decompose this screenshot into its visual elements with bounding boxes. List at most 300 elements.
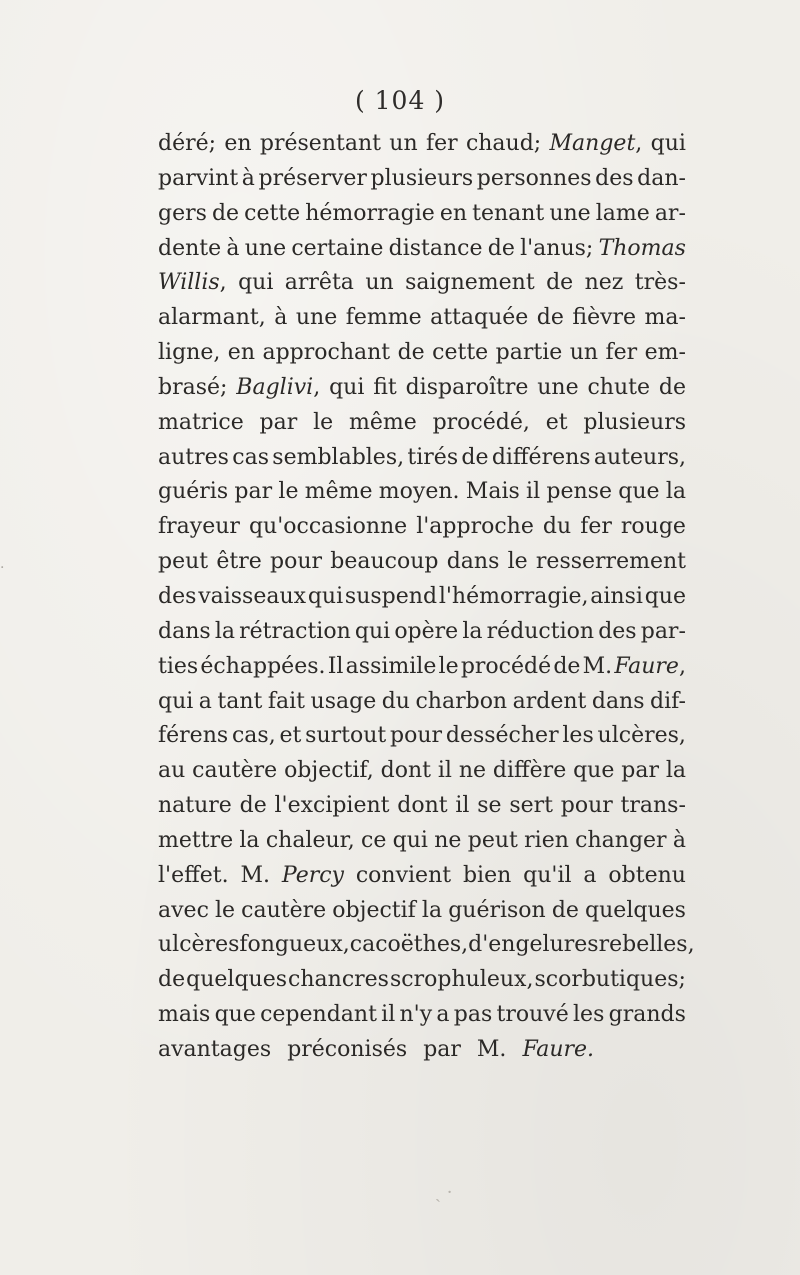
word-text: dente [158,235,222,261]
word [330,545,438,580]
word [659,371,686,406]
word-text: M. [582,653,613,679]
word [371,162,474,197]
word [497,998,569,1033]
body-text [158,127,695,1068]
word-text: déré [158,131,209,156]
word [199,685,212,720]
word [570,336,598,371]
word [590,580,643,615]
word [260,998,377,1033]
word [232,441,269,476]
word-text: a [198,688,212,714]
word [239,928,349,963]
word-text: des [595,165,634,191]
text-line [158,301,686,336]
word-text: à [241,165,255,191]
word [575,824,666,859]
word-text: objectif, [284,758,374,784]
word [599,928,695,963]
word [216,545,261,580]
word-text: qui [307,583,344,609]
text-line [158,615,686,650]
text-line [158,998,686,1033]
word-text: rien [524,827,569,853]
word [550,127,643,162]
word-text: Willis [158,270,220,296]
word [158,266,227,301]
word [158,162,238,197]
word-text: nature [158,793,232,819]
word [329,371,364,406]
word [158,441,229,476]
word-text: le [215,897,236,923]
word-text: ce [361,827,387,853]
word-text: fer [605,340,638,366]
word-text: tant [217,688,263,714]
word [573,998,604,1033]
word [158,650,198,685]
word [266,824,355,859]
text-line [158,127,686,162]
word [572,301,636,336]
word [562,719,593,754]
word [614,650,686,685]
word-text: l'excipient [274,793,390,819]
word-text: alarmant, [158,305,266,331]
word [158,510,240,545]
text-line [158,824,686,859]
word [523,859,571,894]
word [423,1033,469,1068]
word-text: certaine [291,235,384,261]
word [350,928,468,963]
word [215,894,235,929]
word [524,824,569,859]
word [596,197,650,232]
word-text: ne [434,827,462,853]
text-line [158,859,686,894]
word [260,406,298,441]
word [666,754,686,789]
word [598,615,636,650]
word-text: parvint [158,165,239,191]
punctuation: , [678,653,686,679]
word-text: suspend [344,583,438,609]
text-line [158,789,686,824]
word [288,963,389,998]
word-text: le [438,653,459,679]
word [466,127,541,162]
word-text: chaleur, [265,827,355,853]
word-text: la [462,618,483,644]
word [455,789,469,824]
word [546,475,612,510]
word-text: fongueux, [239,932,350,958]
word [260,127,381,162]
word-text: ties [158,653,199,679]
word [390,963,533,998]
word [239,615,351,650]
word-text: trouvé [496,1002,569,1028]
word [549,197,590,232]
word [356,859,451,894]
word [226,232,239,267]
word [291,232,383,267]
word-text: cautère [192,758,278,784]
word [158,301,266,336]
word [158,685,193,720]
word [272,441,404,476]
word-text: bien [462,862,512,888]
word [618,475,659,510]
word-text: différens [491,444,591,470]
word-text: Mais [465,479,520,505]
word-text: présentant [259,131,381,156]
word-text: cette [432,340,489,366]
word-text: de [158,967,186,993]
word [379,475,460,510]
word-text: dans [591,688,645,714]
word-text: le [313,409,334,435]
word-text: qui [650,131,686,156]
word-text: que [214,1002,256,1028]
word-text: em- [644,340,686,366]
word [244,197,300,232]
word [415,685,507,720]
word [389,232,483,267]
word [400,998,433,1033]
word [407,441,458,476]
word [393,824,428,859]
word [477,789,501,824]
word [463,859,511,894]
word [546,406,568,441]
text-line [158,650,686,685]
word [355,615,390,650]
word-text: cas, [231,723,276,749]
word-text: dans [158,618,211,644]
word-text: personnes [476,165,592,191]
word [573,754,614,789]
word-text: ligne, [158,340,221,366]
word-text: Baglivi [236,374,314,400]
word-text: un [365,270,394,296]
word-text: réduction [486,618,595,644]
word-text: de [239,793,267,819]
text-line [158,232,686,267]
word [280,719,302,754]
word-text: peut [467,827,518,853]
word-text: M. [476,1036,507,1062]
punctuation: , [219,270,227,296]
word-text: Faure. [522,1036,595,1062]
word-text: mais [158,1002,211,1028]
word [245,232,286,267]
word-text: cependant [260,1002,377,1028]
text-line [158,197,686,232]
word [536,545,686,580]
word-text: ne [458,758,487,784]
word [397,789,447,824]
word-text: frayeur [158,514,240,540]
punctuation: , [635,131,643,156]
word [553,650,580,685]
word [583,650,613,685]
word-text: échappées. [200,653,326,679]
word-text: chute [587,374,650,400]
word [493,754,566,789]
word [389,127,417,162]
word [228,336,255,371]
text-line [158,580,686,615]
word-text: qui [238,270,274,296]
word [308,580,343,615]
word [594,441,686,476]
word [598,719,686,754]
text-line [158,441,686,476]
word [537,371,578,406]
word-text: brasé; [158,374,228,400]
word-text: être [216,549,262,575]
word [268,685,305,720]
word [236,371,320,406]
word [259,162,367,197]
word [158,719,228,754]
word [454,998,493,1033]
word [200,650,325,685]
word-text: vaisseaux [198,583,307,609]
word [537,301,564,336]
word [583,406,686,441]
word-text: avec [158,897,209,923]
word-text: Percy [281,862,344,888]
word-text: dans [446,549,500,575]
word [477,1033,515,1068]
word [487,615,594,650]
word [609,998,686,1033]
word [270,545,322,580]
word [405,266,535,301]
word-text: un [569,340,599,366]
word [468,824,518,859]
word [585,266,624,301]
word [296,301,337,336]
word-text: partie [495,340,563,366]
text-line [158,928,695,963]
word-text: fait [267,688,306,714]
word-text: ar- [654,200,686,226]
word-text: lame [595,200,650,226]
punctuation: ; [208,131,217,156]
word-text: il [437,758,452,784]
word [158,475,228,510]
word-text: par [423,1036,461,1062]
word-text: l'approche [416,514,534,540]
word-text: il [526,479,541,505]
word [513,685,587,720]
word-text: fit [373,374,397,400]
word [543,510,571,545]
word-text: même [348,409,417,435]
text-line [158,266,686,301]
word-text: des [598,618,637,644]
word [461,650,551,685]
word [398,336,425,371]
word [238,266,273,301]
word [606,336,638,371]
text-line [158,754,686,789]
word [215,615,235,650]
word-text: que [618,479,660,505]
word-text: resserrement [535,549,686,575]
word-text: semblables, [272,444,405,470]
text-line [158,406,686,441]
word-text: saignement [405,270,535,296]
word-text: ulcères [158,932,240,958]
word-text: qu'occasionne [248,514,408,540]
word-text: de [658,374,686,400]
word [488,232,515,267]
word-text: préconisés [287,1036,408,1062]
word-text: que [644,583,686,609]
word [158,894,209,929]
text-line [158,510,686,545]
word-text: rouge [620,514,686,540]
word [198,580,306,615]
word-text: ma- [644,305,686,331]
word-text: M. [240,862,270,888]
word-text: que [573,758,615,784]
word-text: Thomas [598,235,686,261]
word [432,336,488,371]
word-text: de [487,235,515,261]
word-text: de [553,653,581,679]
word-text: qui [354,618,391,644]
word-text: férens [158,723,229,749]
word-text: pour [390,723,443,749]
word-text: n'y [399,1002,433,1028]
punctuation: , [313,374,321,400]
word-text: ardent [512,688,587,714]
word [447,545,500,580]
word-text: pense [546,479,612,505]
word-text: un [389,131,418,156]
word [158,232,221,267]
word-text: à [274,305,288,331]
word-text: du [542,514,572,540]
text-line [158,336,686,371]
text-line [158,894,686,929]
word-text: la [665,479,686,505]
word-text: une [244,235,287,261]
word-text: il [455,793,470,819]
word [433,406,530,441]
word-text: nez [584,270,624,296]
word-text: auteurs, [593,444,686,470]
word-text: a [436,1002,450,1028]
word-text: et [545,409,568,435]
word-text: Manget [549,131,636,156]
word [508,545,528,580]
word [621,510,686,545]
word [158,1033,279,1068]
word-text: l'anus; [520,235,594,261]
word [477,162,592,197]
word-text: plusieurs [370,165,474,191]
word [580,510,612,545]
word-text: de [551,897,579,923]
word [645,301,686,336]
word-text: une [295,305,338,331]
word-text: pas [453,1002,493,1028]
word-text: l'effet. [158,862,229,888]
word-text: grands [608,1002,686,1028]
word-text: cas [232,444,269,470]
word [522,1033,602,1068]
word-text: l'hémorragie, [438,583,589,609]
word [158,928,239,963]
ink-smudge: ˏ · [435,1182,453,1203]
word-text: une [549,200,591,226]
word-text: obtenu [608,862,686,888]
word [472,197,544,232]
word-text: en [224,131,252,156]
word-text: par [621,758,659,784]
word-text: chaud [465,131,534,156]
margin-mark: · [0,560,5,576]
word [635,266,686,301]
word [332,894,416,929]
word-text: en [439,200,468,226]
word-text: les [562,723,594,749]
word [436,998,449,1033]
word [365,266,393,301]
word [448,894,546,929]
word [496,336,563,371]
word [192,754,277,789]
word [382,685,410,720]
word-text: mettre [158,827,234,853]
word-text: d'engelures [468,932,599,958]
word [666,475,686,510]
word [239,824,259,859]
word-text: dont [397,793,448,819]
word-text: en [227,340,255,366]
word [158,371,227,406]
word [158,127,216,162]
word [158,998,210,1033]
word [561,789,613,824]
word [345,580,437,615]
word [439,650,459,685]
word [394,615,458,650]
word [158,197,207,232]
text-line [158,1033,686,1068]
word [158,824,233,859]
word [346,650,437,685]
word [390,719,442,754]
word-text: objectif [332,897,416,923]
word-text: plusieurs [583,409,686,435]
word-text: autres [158,444,229,470]
word [608,859,686,894]
word-text: des [158,583,197,609]
word-text: ainsi [590,583,643,609]
word-text: opère [394,618,459,644]
word [158,789,232,824]
word-text: ulcères, [597,723,686,749]
